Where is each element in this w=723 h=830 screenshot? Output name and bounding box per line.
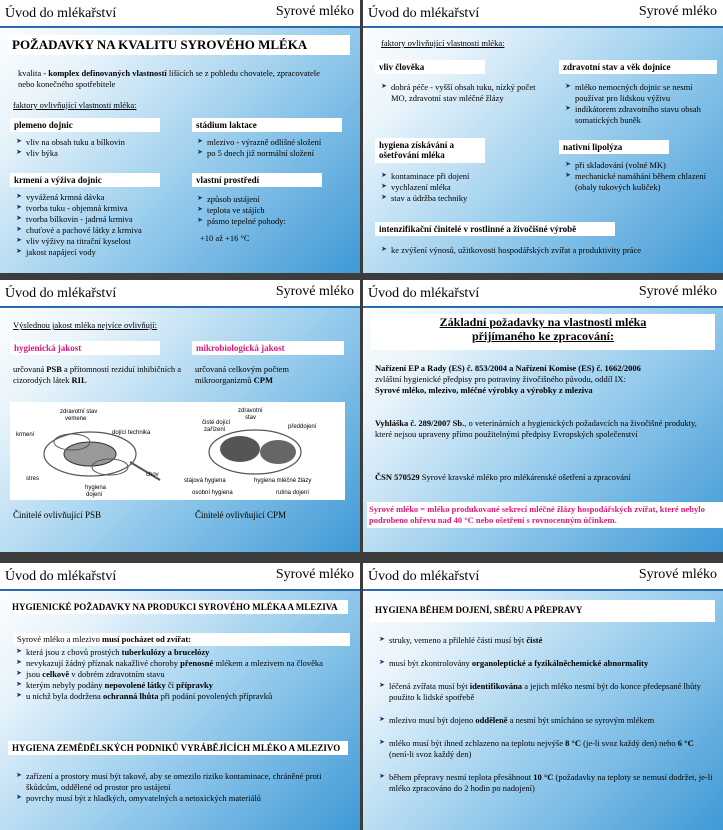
farm-hygiene-list <box>16 771 346 804</box>
text-part: Syrové mléko a mlezivo <box>17 634 102 644</box>
label-stress: stres <box>26 476 40 482</box>
text-part: (je-li svoz každý den) nebo <box>581 738 678 749</box>
slide-6 <box>363 563 723 830</box>
feed-list <box>16 192 191 258</box>
list-item <box>379 772 713 794</box>
list-item: ➤ stav a údržba techniky <box>381 193 551 204</box>
micro-quality-heading: mikrobiologická jakost <box>192 341 344 355</box>
list-item: ➤ mechanické namáhání během chlazení (obaly tukových kuliček) <box>565 171 715 193</box>
raw-milk-definition: Syrové mléko = mléko produkované sekrecí mléčné žlázy hospodářských zvířat, které nebylo podrobeno ohřevu nad 40 °C nebo ošetření s rovnocenným účinkem. <box>367 502 723 528</box>
text-bold: tuberkulózy a brucelózy <box>121 647 210 657</box>
list-item: ➤ pásmo tepelné pohody: <box>197 216 347 227</box>
text-bold: odděleně <box>475 715 508 726</box>
cpm-abbr: CPM <box>253 375 273 386</box>
slide-2 <box>363 0 723 273</box>
regulation-2 <box>375 418 705 440</box>
farm-hygiene-title: HYGIENA ZEMĚDĚLSKÝCH PODNIKŮ VYRÁBĚJÍCÍCH MLÉKO A MLEZIVO <box>8 741 348 755</box>
reg-title: ČSN 570529 <box>375 472 420 482</box>
list-item: ➤ vliv výživy na titrační kyselost <box>16 236 191 247</box>
list-item <box>379 658 713 669</box>
header-left: Úvod do mlékařství <box>5 569 117 584</box>
list-item <box>379 635 713 646</box>
list-item: ➤ mléko nemocných dojnic se nesmí používat pro lidskou výživu <box>565 82 717 104</box>
header-left: Úvod do mlékařství <box>368 286 480 301</box>
lipolysis-list <box>565 160 715 193</box>
slide-1 <box>0 0 360 273</box>
intro-post: lišících se z pohledu chovatele, zpracovatele nebo konečného spotřebitele <box>18 68 320 90</box>
text-part: a jejich mléko nesmí být do konce předepsané lhůty použito k lidské spotřebě <box>389 681 701 703</box>
label-predipping: předdojení <box>288 424 317 430</box>
list-item: ➤ vliv na obsah tuku a bílkovin <box>16 137 176 148</box>
header-right: Syrové mléko <box>275 284 354 299</box>
left-center <box>64 442 116 466</box>
header-right: Syrové mléko <box>275 567 354 582</box>
text-part: nevykazují žádný příznak nakažlivé choroby <box>26 658 181 669</box>
regulation-3 <box>375 472 713 483</box>
text-bold: 8 °C <box>565 738 582 749</box>
origin-intro <box>14 633 350 646</box>
regulation-1 <box>375 363 713 396</box>
label-health: zdravotní stav <box>60 409 98 415</box>
caption-cpm: Činitelé ovlivňující CPM <box>195 510 287 520</box>
list-item: ➤ způsob ustájení <box>197 194 347 205</box>
list-item: ➤ jakost napájecí vody <box>16 247 191 258</box>
ril-abbr: RIL <box>71 375 87 386</box>
list-item: ➤ vliv býka <box>16 148 176 159</box>
env-heading: vlastní prostředí <box>192 173 322 187</box>
stage-heading: stádium laktace <box>192 118 342 132</box>
origin-list <box>16 647 346 702</box>
text-part: musí být zkontrolovány <box>389 658 472 669</box>
text-bold: musí pocházet od zvířat: <box>101 634 191 644</box>
list-item: ➤ teplota ve stájích <box>197 205 347 216</box>
reg-section: Syrové mléko, mlezivo, mléčné výrobky a výrobky z mleziva <box>375 385 593 396</box>
text-bold: celkově <box>42 669 70 680</box>
slide-header <box>363 563 723 591</box>
text-part: během přepravy nesmí teplota přesáhnout <box>389 772 534 783</box>
label-feeding: krmení <box>16 432 35 438</box>
text-part: kterým nebyly podány <box>26 680 105 691</box>
list-item <box>379 681 713 703</box>
text-bold: čisté <box>526 635 543 645</box>
factors-label: faktory ovlivňující vlastnosti mléka: <box>13 100 137 110</box>
list-item <box>16 669 346 680</box>
list-item <box>379 738 713 760</box>
text-part: u nichž byla dodržena <box>26 691 103 702</box>
slide-header <box>0 280 360 308</box>
text-bold: organoleptické a fyzikálněchemické abnormality <box>471 658 649 669</box>
human-list <box>381 82 551 104</box>
caption-psb: Činitelé ovlivňující PSB <box>13 510 102 520</box>
list-item <box>379 715 713 726</box>
list-item: ➤ mlezivo - výrazně odlišné složení <box>197 137 357 148</box>
intro-text: Výslednou jakost mléka nejvíce ovlivňují: <box>13 320 158 330</box>
label-breeding: chov <box>146 472 159 478</box>
slide-title: Základní požadavky na vlastnosti mléka přijímaného ke zpracování: <box>371 314 715 350</box>
milking-hygiene-list <box>379 635 713 794</box>
label-hygiene: hygiena <box>85 485 107 491</box>
env-list <box>197 194 347 227</box>
reg-text: zvláštní hygienické předpisy pro potraviny živočišného původu, oddíl IX: <box>375 374 626 385</box>
intensification-list <box>381 245 716 256</box>
text-part: jsou <box>26 669 43 680</box>
list-item: ➤ dobrá péče - vyšší obsah tuku, nízký počet MO, zdravotní stav mléčné žlázy <box>381 82 551 104</box>
text-part: léčená zvířata musí být <box>389 681 470 692</box>
slide-title: POŽADAVKY NA KVALITU SYROVÉHO MLÉKA <box>8 35 350 55</box>
intro-bold: komplex definovaných vlastností <box>48 68 167 78</box>
list-item: ➤ kontaminace při dojení <box>381 171 551 182</box>
breed-list <box>16 137 176 159</box>
text-part: a přítomností reziduí inhibičních a cizorodých látek <box>13 364 182 386</box>
intro-text <box>18 68 338 90</box>
hygiene-requirements-title: HYGIENICKÉ POŽADAVKY NA PRODUKCI SYROVÉHO MLÉKA A MLEZIVA <box>8 600 348 614</box>
list-item: ➤ ke zvýšení výnosů, užitkovosti hospodářských zvířat a produktivity práce <box>381 245 716 256</box>
health-heading: zdravotní stav a věk dojnice <box>559 60 717 74</box>
text-bold: ochranná lhůta <box>102 691 159 702</box>
list-item: ➤ při skladování (volné MK) <box>565 160 715 171</box>
label-state-r: stav <box>245 415 257 421</box>
header-right: Syrové mléko <box>275 4 354 19</box>
list-item: ➤ po 5 dnech již normální složení <box>197 148 357 159</box>
intro-pre: kvalita - <box>18 68 49 78</box>
slide-5 <box>0 563 360 830</box>
hygienic-quality-text <box>13 364 183 386</box>
text-bold: 6 °C <box>677 738 694 749</box>
list-item: ➤ tvorba tuku - objemná krmiva <box>16 203 191 214</box>
slide-header <box>0 0 360 28</box>
text-part: při podání povolených přípravků <box>158 691 273 702</box>
slide-header <box>363 0 723 28</box>
right-center <box>260 440 296 464</box>
factors-label: faktory ovlivňující vlastnosti mléka: <box>381 38 505 48</box>
hygienic-quality-heading: hygienická jakost <box>10 341 160 355</box>
hygiene-heading: hygiena získávání a ošetřování mléka <box>375 138 485 163</box>
text-part: struky, vemeno a přilehlé části musí být <box>389 635 527 645</box>
text-bold: identifikována <box>469 681 523 692</box>
label-milking-tech: dojící technika <box>112 430 151 436</box>
header-left: Úvod do mlékařství <box>368 6 480 21</box>
slide-4 <box>363 280 723 552</box>
header-right: Syrové mléko <box>638 567 717 582</box>
text-bold: přípravky <box>176 680 213 691</box>
psb-abbr: PSB <box>46 364 62 374</box>
label-udder: vemene <box>65 416 87 422</box>
feed-heading: krmení a výživa dojnic <box>10 173 160 187</box>
human-heading: vliv člověka <box>375 60 485 74</box>
text-part: (není-li svoz každý den) <box>389 749 472 760</box>
text-part: určovaná <box>13 364 47 374</box>
label-health-r: zdravotní <box>238 408 263 414</box>
header-right: Syrové mléko <box>638 284 717 299</box>
text-part: která jsou z chovů prostých <box>26 647 122 657</box>
text-part: či <box>165 680 177 691</box>
text-part: mléko musí být ihned zchlazeno na teplotu nejvýše <box>389 738 566 749</box>
reg-title: Vyhláška č. 289/2007 Sb. <box>375 418 465 428</box>
slide-header <box>0 563 360 591</box>
text-bold: nepovolené látky <box>104 680 166 691</box>
text-part: (požadavky na teploty se nemusí dodržet, je-li mléko zpracováno do 2 hodin po nadojení) <box>389 772 713 794</box>
list-item <box>16 691 346 702</box>
hygiene-list <box>381 171 551 204</box>
list-item: ➤ povrchy musí být z hladkých, omyvatelných a netoxických materiálů <box>16 793 346 804</box>
text-part: v dobrém zdravotním stavu <box>69 669 165 680</box>
health-list <box>565 82 717 126</box>
list-item <box>16 680 346 691</box>
text-part: mlékem a mlezivem na člověka <box>213 658 323 669</box>
right-center <box>220 436 260 462</box>
label-stable-hygiene: stájová hygiena <box>184 478 226 484</box>
reg-title: Nařízení EP a Rady (ES) č. 853/2004 a Nařízení Komise (ES) č. 1662/2006 <box>375 363 641 373</box>
milking-hygiene-title: HYGIENA BĚHEM DOJENÍ, SBĚRU A PŘEPRAVY <box>371 600 715 622</box>
header-left: Úvod do mlékařství <box>5 286 117 301</box>
text-bold: 10 °C <box>533 772 554 783</box>
label-clean: čisté dojící <box>202 420 231 426</box>
label-equipment: zařízení <box>204 427 226 433</box>
label-routine: rutina dojení <box>276 490 310 496</box>
header-right: Syrové mléko <box>638 4 717 19</box>
list-item: ➤ zařízení a prostory musí být takové, aby se omezilo riziko kontaminace, chráněné proti škůdcům, oddělené od prostor pro ustájení <box>16 771 346 793</box>
lipolysis-heading: nativní lipolýza <box>559 140 669 154</box>
label-milking: dojení <box>86 492 103 498</box>
stage-list <box>197 137 357 159</box>
list-item <box>16 658 346 669</box>
header-left: Úvod do mlékařství <box>5 6 117 21</box>
breed-heading: plemeno dojnic <box>10 118 160 132</box>
reg-text: , o veterinárních a hygienických požadavcích na živočišné produkty, které nejsou upraveny přímo použitelnými předpisy Evropských společenství <box>375 418 697 440</box>
factors-diagram <box>10 402 345 500</box>
slide-3 <box>0 280 360 552</box>
slide-header <box>363 280 723 308</box>
text-part: určovaná celkovým počtem mikroorganizmů <box>195 364 289 386</box>
list-item: ➤ vychlazení mléka <box>381 182 551 193</box>
env-temperature: +10 až +16 °C <box>200 233 250 243</box>
list-item: ➤ vyvážená krmná dávka <box>16 192 191 203</box>
intensification-heading: intenzifikační činitelé v rostlinné a živočišné výrobě <box>375 222 615 236</box>
diagram-svg <box>10 402 345 500</box>
list-item: ➤ chuťové a pachové látky z krmiva <box>16 225 191 236</box>
text-part: a nesmí být smícháno se syrovým mlékem <box>507 715 655 726</box>
list-item <box>16 647 346 658</box>
text-bold: přenosné <box>180 658 214 669</box>
text-part: mlezivo musí být dojeno <box>389 715 476 726</box>
list-item: ➤ indikátorem zdravotního stavu obsah somatických buněk <box>565 104 717 126</box>
list-item: ➤ tvorba bílkovin - jadrná krmiva <box>16 214 191 225</box>
header-left: Úvod do mlékařství <box>368 569 480 584</box>
label-udder-hygiene: hygiena mléčné žlázy <box>254 478 312 484</box>
reg-text: Syrové kravské mléko pro mlékárenské ošetření a zpracování <box>419 472 631 482</box>
label-personal-hygiene: osobní hygiena <box>192 490 233 496</box>
micro-quality-text <box>195 364 345 386</box>
